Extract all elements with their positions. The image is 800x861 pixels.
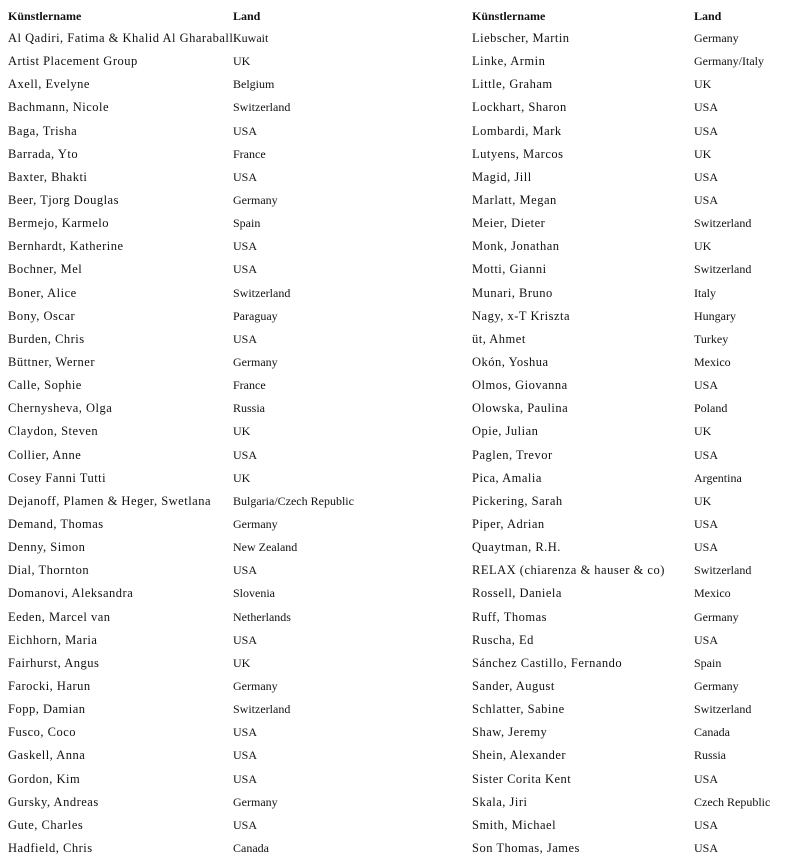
- artist-country: Argentina: [694, 470, 742, 485]
- artist-country: Germany: [233, 794, 278, 809]
- artist-country: UK: [694, 146, 712, 161]
- artist-country: Mexico: [694, 354, 731, 369]
- artist-country: USA: [233, 817, 258, 832]
- artist-name: Munari, Bruno: [472, 285, 553, 300]
- artist-country: Germany: [233, 678, 278, 693]
- artist-country: USA: [694, 192, 719, 207]
- artist-country: Mexico: [694, 586, 731, 601]
- artist-name: Paglen, Trevor: [472, 447, 553, 462]
- artist-country: Switzerland: [233, 100, 291, 115]
- artist-name: üt, Ahmet: [472, 331, 526, 346]
- artist-name: Schlatter, Sabine: [472, 702, 565, 717]
- artist-country: Germany: [694, 678, 739, 693]
- artist-name: Ruff, Thomas: [472, 609, 547, 624]
- artist-name: Gute, Charles: [8, 817, 84, 832]
- artist-name: Hadfield, Chris: [8, 840, 93, 855]
- artist-name: Ruscha, Ed: [472, 632, 534, 647]
- artist-country: UK: [694, 77, 712, 92]
- artist-name: Al Qadiri, Fatima & Khalid Al Gharaballi: [8, 31, 238, 45]
- artist-name: Bony, Oscar: [8, 308, 76, 323]
- artist-country: Poland: [694, 401, 728, 416]
- artist-country: Germany: [694, 609, 739, 624]
- artist-country: USA: [233, 331, 258, 346]
- artist-country: Canada: [233, 840, 269, 855]
- artist-country: Italy: [694, 285, 716, 300]
- artist-country: Switzerland: [694, 216, 752, 231]
- artist-country: UK: [233, 424, 251, 439]
- artist-country: Russia: [694, 748, 727, 763]
- artist-country: USA: [694, 817, 719, 832]
- artist-country: USA: [233, 123, 258, 138]
- artist-country: USA: [694, 447, 719, 462]
- artist-name: Nagy, x-T Kriszta: [472, 308, 571, 323]
- artist-country: Switzerland: [233, 702, 291, 717]
- artist-country: USA: [233, 725, 258, 740]
- artist-country: USA: [233, 563, 258, 578]
- artist-country: Germany: [694, 31, 739, 45]
- artist-name: Lutyens, Marcos: [472, 146, 564, 161]
- artist-country: Russia: [233, 401, 266, 416]
- artist-country: USA: [233, 447, 258, 462]
- artist-name: Axell, Evelyne: [8, 77, 90, 92]
- artist-country: Spain: [694, 655, 722, 670]
- artist-name: Cosey Fanni Tutti: [8, 470, 107, 485]
- artist-country: UK: [694, 493, 712, 508]
- artist-country: USA: [233, 262, 258, 277]
- artist-country: UK: [233, 470, 251, 485]
- artist-country: Switzerland: [694, 702, 752, 717]
- artist-name: Bernhardt, Katherine: [8, 239, 124, 254]
- artist-name: Beer, Tjorg Douglas: [8, 192, 119, 207]
- artist-country: USA: [694, 169, 719, 184]
- artist-name: Meier, Dieter: [472, 216, 546, 231]
- artist-country: Germany: [233, 516, 278, 531]
- artist-name: RELAX (chiarenza & hauser & co): [472, 563, 665, 578]
- artist-name: Büttner, Werner: [8, 354, 95, 369]
- artist-name: Baga, Trisha: [8, 123, 78, 138]
- artist-name: Pickering, Sarah: [472, 493, 563, 508]
- artist-name: Monk, Jonathan: [472, 239, 560, 254]
- artist-name: Rossell, Daniela: [472, 586, 562, 601]
- artist-name: Chernysheva, Olga: [8, 401, 113, 416]
- artist-name: Fairhurst, Angus: [8, 655, 100, 670]
- artist-country: USA: [694, 378, 719, 393]
- artist-country: Switzerland: [233, 285, 291, 300]
- artist-name: Quaytman, R.H.: [472, 540, 561, 555]
- artist-name: Fopp, Damian: [8, 702, 86, 717]
- artist-name: Son Thomas, James: [472, 840, 580, 855]
- artist-name: Claydon, Steven: [8, 424, 99, 439]
- header-artist: Künstlername: [8, 9, 82, 23]
- artist-country: Canada: [694, 725, 730, 740]
- artist-name: Magid, Jill: [472, 169, 532, 184]
- artist-country: UK: [233, 54, 251, 69]
- artist-name: Farocki, Harun: [8, 678, 91, 693]
- header-artist: Künstlername: [472, 9, 546, 23]
- artist-country: USA: [233, 632, 258, 647]
- artist-country: USA: [694, 840, 719, 855]
- artist-name: Gordon, Kim: [8, 771, 81, 786]
- artist-name: Olowska, Paulina: [472, 401, 569, 416]
- artist-country: USA: [694, 123, 719, 138]
- artist-name: Skala, Jiri: [472, 794, 528, 809]
- artist-name: Dejanoff, Plamen & Heger, Swetlana: [8, 493, 212, 508]
- artist-name: Lockhart, Sharon: [472, 100, 567, 115]
- artist-country: Turkey: [694, 331, 729, 346]
- artist-country: Belgium: [233, 77, 275, 92]
- artist-name: Pica, Amalia: [472, 470, 542, 485]
- artist-name: Lombardi, Mark: [472, 123, 562, 138]
- artist-name: Dial, Thornton: [8, 563, 90, 578]
- artist-country: USA: [694, 771, 719, 786]
- artist-name: Collier, Anne: [8, 447, 82, 462]
- artist-name: Calle, Sophie: [8, 378, 82, 393]
- artist-country: Germany/Italy: [694, 54, 764, 69]
- artist-country: Kuwait: [233, 31, 269, 45]
- artist-name: Sander, August: [472, 678, 555, 693]
- artist-name: Burden, Chris: [8, 331, 85, 346]
- artist-country: UK: [694, 424, 712, 439]
- artist-name: Eichhorn, Maria: [8, 632, 98, 647]
- artist-country: UK: [233, 655, 251, 670]
- artist-name: Linke, Armin: [472, 54, 546, 69]
- artist-country: Czech Republic: [694, 794, 771, 809]
- artist-name: Little, Graham: [472, 77, 553, 92]
- artist-name: Denny, Simon: [8, 540, 86, 555]
- artist-country: USA: [233, 748, 258, 763]
- artist-country: UK: [694, 239, 712, 254]
- artist-country: Switzerland: [694, 262, 752, 277]
- artist-name: Shein, Alexander: [472, 748, 567, 763]
- artist-name: Marlatt, Megan: [472, 192, 557, 207]
- artist-name: Gaskell, Anna: [8, 748, 86, 763]
- artist-name: Barrada, Yto: [8, 146, 79, 161]
- artist-country: Slovenia: [233, 586, 275, 601]
- artist-name: Shaw, Jeremy: [472, 725, 548, 740]
- artist-country: USA: [694, 100, 719, 115]
- artist-name: Demand, Thomas: [8, 516, 104, 531]
- artist-name: Liebscher, Martin: [472, 31, 570, 45]
- artist-name: Domanovi, Aleksandra: [8, 586, 134, 601]
- artist-name: Fusco, Coco: [8, 725, 76, 740]
- artist-name: Gursky, Andreas: [8, 794, 99, 809]
- artist-name: Bochner, Mel: [8, 262, 83, 277]
- header-country: Land: [233, 9, 261, 23]
- artist-name: Sánchez Castillo, Fernando: [472, 655, 623, 670]
- artist-country: Paraguay: [233, 308, 278, 323]
- header-country: Land: [694, 9, 722, 23]
- artist-country: USA: [233, 239, 258, 254]
- artist-country: France: [233, 378, 266, 393]
- artist-country: USA: [233, 169, 258, 184]
- artist-country: Netherlands: [233, 609, 291, 624]
- artist-country: USA: [694, 516, 719, 531]
- artist-country: USA: [233, 771, 258, 786]
- artist-name: Olmos, Giovanna: [472, 378, 568, 393]
- artist-name: Okón, Yoshua: [472, 354, 549, 369]
- artist-name: Sister Corita Kent: [472, 771, 572, 786]
- artist-name: Smith, Michael: [472, 817, 557, 832]
- artist-country: Germany: [233, 354, 278, 369]
- artist-country: USA: [694, 632, 719, 647]
- artist-name: Bachmann, Nicole: [8, 100, 110, 115]
- artist-country: Switzerland: [694, 563, 752, 578]
- artist-name: Piper, Adrian: [472, 516, 545, 531]
- artist-country: France: [233, 146, 266, 161]
- artist-name: Boner, Alice: [8, 285, 77, 300]
- artist-name: Opie, Julian: [472, 424, 539, 439]
- artist-country: Bulgaria/Czech Republic: [233, 493, 354, 508]
- artist-country: Spain: [233, 216, 261, 231]
- artist-country: Germany: [233, 192, 278, 207]
- artist-name: Baxter, Bhakti: [8, 169, 88, 184]
- artist-name: Motti, Gianni: [472, 262, 547, 277]
- artist-country: New Zealand: [233, 540, 298, 555]
- artist-name: Artist Placement Group: [8, 54, 138, 69]
- artist-country: Hungary: [694, 308, 736, 323]
- artist-name: Eeden, Marcel van: [8, 609, 111, 624]
- artist-name: Bermejo, Karmelo: [8, 216, 110, 231]
- artist-country: USA: [694, 540, 719, 555]
